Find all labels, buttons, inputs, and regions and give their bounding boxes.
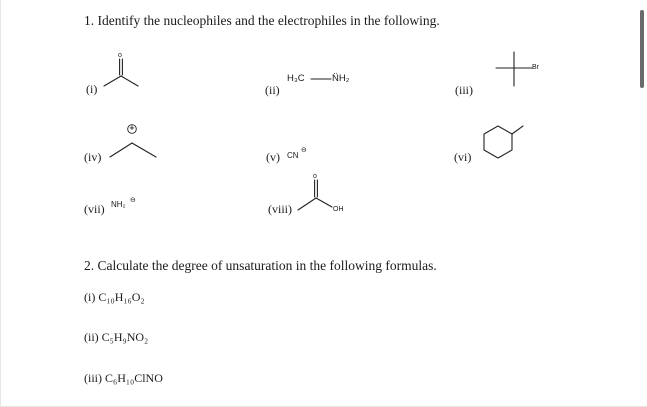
tert-butyl-bromide-structure	[496, 52, 532, 86]
atom-o-i: o	[118, 52, 122, 59]
formula-row-2	[84, 331, 148, 343]
formula-label-3: (iii)	[84, 371, 102, 385]
atom-o-viii: o	[313, 173, 317, 180]
acetic-acid-structure	[298, 180, 332, 210]
positive-charge: +	[129, 124, 135, 132]
label-iv: (iv)	[84, 150, 102, 164]
acetone-structure	[104, 59, 138, 86]
atom-oh: OH	[333, 206, 344, 213]
formula-value-2: C₅H₉NO₂	[101, 330, 149, 344]
label-iii: (iii)	[455, 83, 473, 97]
label-v: (v)	[266, 150, 280, 164]
cyanide-species: CN	[287, 151, 299, 160]
label-vi: (vi)	[454, 150, 472, 164]
formula-row-3	[84, 372, 163, 384]
amide-charge: ⊖	[130, 196, 136, 204]
formula-row-1	[84, 291, 145, 303]
formula-label-2: (ii)	[84, 330, 99, 344]
formula-value-1: C₁₀H₁₆O₂	[98, 290, 145, 304]
question-2-text: 2. Calculate the degree of unsaturation in the following formulas.	[84, 258, 437, 273]
vertical-scrollbar[interactable]	[640, 10, 644, 88]
formula-value-3: C₆H₁₀ClNO	[105, 371, 163, 385]
label-vii: (vii)	[84, 202, 105, 216]
amide-species: NH₂	[111, 200, 126, 209]
cyanide-charge: ⊖	[301, 146, 307, 154]
question-1-text: 1. Identify the nucleophiles and the electrophiles in the following.	[84, 13, 440, 28]
label-i: (i)	[86, 82, 98, 96]
amine-group: N̈H₂	[332, 73, 350, 84]
atom-br: Br	[532, 64, 539, 71]
label-ii: (ii)	[265, 83, 280, 97]
label-viii: (viii)	[268, 202, 292, 216]
formula-label-1: (i)	[84, 290, 96, 304]
methyl-group: H₃C	[287, 73, 305, 84]
methylcyclohexane-structure	[484, 126, 523, 158]
